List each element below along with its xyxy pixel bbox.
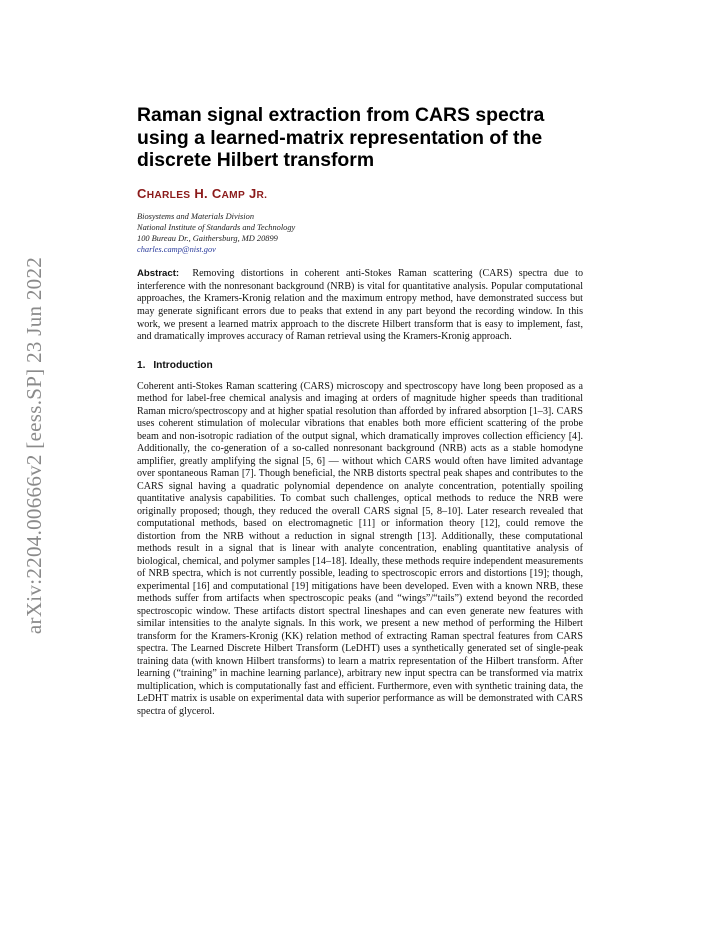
paper-title: Raman signal extraction from CARS spectra using a learned-matrix representation of the discrete Hilbert transform <box>137 104 545 171</box>
author-suffix-rest: R. <box>256 189 268 201</box>
abstract-label: Abstract: <box>137 268 180 280</box>
arxiv-sidebar <box>22 230 48 660</box>
author-first-rest: HARLES <box>146 189 191 201</box>
affiliation-institute: National Institute of Standards and Technology <box>137 222 296 232</box>
author-email-link[interactable]: charles.camp@nist.gov <box>137 245 216 255</box>
arxiv-identifier: arXiv:2204.00666v2 [eess.SP] 23 Jun 2022 <box>22 256 47 634</box>
affiliation-address: 100 Bureau Dr., Gaithersburg, MD 20899 <box>137 233 278 243</box>
section-number: 1. <box>137 359 146 371</box>
affiliation-block <box>137 211 583 256</box>
author-middle-rest: AMP <box>221 189 246 201</box>
paper-page <box>137 104 583 719</box>
author-suffix-initial: J <box>248 185 257 201</box>
section-heading <box>137 360 583 371</box>
abstract <box>137 268 583 343</box>
introduction-paragraph: Coherent anti-Stokes Raman scattering (CARS) microscopy and spectroscopy have long been proposed as a method for label-free chemical analysis and imaging at orders of magnitude higher speeds than traditional Raman micro/spectroscopy and at higher spatial resolution than afforded by infrared absorption [1–3]. CARS uses coherent stimulation of molecular vibrations that enables both more efficient scattering of the probe beam and non-isotropic radiation of the output signal, which dramatically improves collection efficiency [4]. Additionally, the co-generation of a so-called nonresonant background (NRB) acts as a stable homodyne amplifier, greatly amplifying the signal [5, 6] — without which CARS would often have limited advantage over spontaneous Raman [7]. Though beneficial, the NRB distorts spectral peak shapes and contributes to the CARS signal having a quadratic polynomial dependence on analyte concentration, potentially spoiling quantitative analysis capabilities. To combat such challenges, optical methods to reduce the NRB were originally proposed; though, they reduced the overall CARS signal [5, 8–10]. Later research revealed that computational methods, based on electromagnetic [11] or information theory [12], could remove the distortion from the NRB without a reduction in signal strength [13]. Additionally, these computational methods result in a signal that is linear with analyte concentration, enabling quantitative analysis of biological, chemical, and polymer samples [14–18]. Ideally, these methods require independent measurements of NRB spectra, which is not currently possible, leading to spectroscopic errors and distortions [19]; though, experimental [16] and computational [19] mitigations have been developed. Even with a known NRB, these methods suffer from artifacts when spectroscopic peaks (and “wings”/“tails”) extend beyond the recorded spectroscopic window. These artifacts distort spectral lineshapes and can even generate new features with similar intensities to the analyte signals. In this work, we present a new method of performing the Hilbert transform for the Kramers-Kronig (KK) relation method of extracting Raman spectral features from CARS spectra. The Learned Discrete Hilbert Transform (LeDHT) uses a synthetically generated set of single-peak training data (with known Hilbert transforms) to learn a matrix representation of the Hilbert transform. After learning (“training” in machine learning parlance), arbitrary new input spectra can be transformed via matrix multiplication, which is computationally fast and efficient. Furthermore, even with synthetic training data, the LeDHT matrix is usable on experimental data with superior performance as will be demonstrated with CARS spectra of glycerol. <box>137 380 583 717</box>
author-middle-initial: H. C <box>194 185 222 201</box>
author-first-initial: C <box>137 185 147 201</box>
affiliation-division: Biosystems and Materials Division <box>137 211 255 221</box>
abstract-text: Removing distortions in coherent anti-Stokes Raman scattering (CARS) spectra due to interference with the nonresonant background (NRB) is vital for quantitative analysis. Popular computational approaches, the Kramers-Kronig relation and the maximum entropy method, have demonstrated success but may generate significant errors due to peaks that extend in any part beyond the recording window. In this work, we present a learned matrix approach to the discrete Hilbert transform that is easy to implement, fast, and dramatically improves accuracy of Raman retrieval using the Kramers-Kronig approach. <box>137 268 584 343</box>
section-title: Introduction <box>153 359 213 371</box>
author-name <box>137 186 583 201</box>
